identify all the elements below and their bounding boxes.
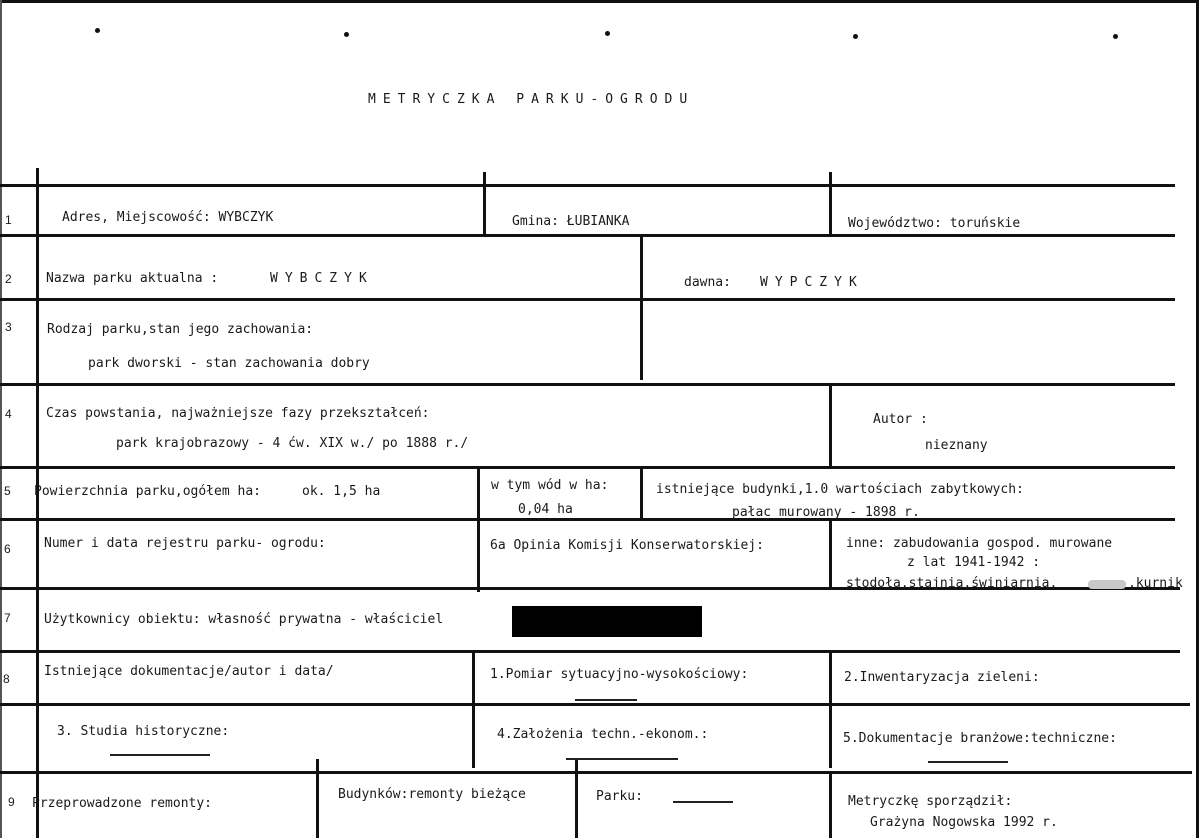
redaction-bar xyxy=(512,606,702,637)
branch-documentation-label: 5.Dokumentacje branżowe:techniczne: xyxy=(843,731,1117,746)
row-number: 6 xyxy=(4,542,11,556)
greenery-inventory-label: 2.Inwentaryzacja zieleni: xyxy=(844,670,1040,685)
column-divider xyxy=(316,759,319,838)
column-divider xyxy=(829,172,832,236)
current-name-value: WYBCZYK xyxy=(270,271,374,286)
row-divider xyxy=(0,703,1190,706)
current-name-label: Nazwa parku aktualna : xyxy=(46,271,219,286)
building-repairs-label: Budynków:remonty bieżące xyxy=(338,787,526,802)
row-number: 8 xyxy=(3,672,10,686)
row-divider xyxy=(0,184,1175,187)
survey-label: 1.Pomiar sytuacyjno-wysokościowy: xyxy=(490,667,749,682)
park-type-value: park dworski - stan zachowania dobry xyxy=(88,356,370,371)
documentation-label: Istniejące dokumentacje/autor i data/ xyxy=(44,664,334,679)
area-label: Powierzchnia parku,ogółem ha: xyxy=(34,484,261,499)
column-divider xyxy=(472,650,475,768)
punch-hole xyxy=(1113,34,1118,39)
users-label: Użytkownicy obiektu: własność prywatna - właściciel xyxy=(44,612,444,627)
techno-economic-label: 4.Założenia techn.-ekonom.: xyxy=(497,727,709,742)
historical-studies-blank xyxy=(110,754,210,756)
column-divider xyxy=(829,650,832,768)
other-buildings-line3: stodoła,stajnia,świniarnia, xyxy=(846,576,1058,591)
row-divider xyxy=(0,466,1175,469)
area-value: ok. 1,5 ha xyxy=(302,484,381,499)
page-border-left xyxy=(0,0,2,838)
compiled-by-label: Metryczkę sporządził: xyxy=(848,794,1013,809)
branch-documentation-blank xyxy=(928,761,1008,763)
punch-hole xyxy=(344,32,349,37)
row-divider xyxy=(0,383,1175,386)
row-divider xyxy=(0,518,1175,521)
document-title: METRYCZKA PARKU-OGRODU xyxy=(368,92,695,107)
row-divider xyxy=(0,298,1175,301)
buildings-label: istniejące budynki,1.0 wartościach zabytkowych: xyxy=(656,482,1024,497)
ink-smudge xyxy=(1088,580,1126,589)
commission-opinion-label: 6a Opinia Komisji Konserwatorskiej: xyxy=(490,538,764,553)
row-number: 5 xyxy=(4,484,11,498)
former-name-value: WYPCZYK xyxy=(760,275,864,290)
column-divider xyxy=(829,383,832,468)
column-divider xyxy=(483,172,486,236)
register-label: Numer i data rejestru parku- ogrodu: xyxy=(44,536,326,551)
column-divider xyxy=(829,518,832,590)
gmina-field: Gmina: ŁUBIANKA xyxy=(512,214,630,229)
row-number: 7 xyxy=(4,611,11,625)
punch-hole xyxy=(605,31,610,36)
row-number: 2 xyxy=(5,272,12,286)
column-divider xyxy=(575,759,578,838)
punch-hole xyxy=(95,28,100,33)
voivodeship-field: Województwo: toruńskie xyxy=(848,216,1021,231)
author-value: nieznany xyxy=(925,438,988,453)
column-divider xyxy=(640,234,643,380)
column-divider xyxy=(36,168,39,838)
page-border-top xyxy=(0,0,1199,3)
park-repairs-label: Parku: xyxy=(596,789,643,804)
water-area-label: w tym wód w ha: xyxy=(491,478,609,493)
address-field: Adres, Miejscowość: WYBCZYK xyxy=(62,210,274,225)
compiled-by-value: Grażyna Nogowska 1992 r. xyxy=(870,815,1058,830)
row-divider xyxy=(0,771,1192,774)
other-buildings-line1: inne: zabudowania gospod. murowane xyxy=(846,536,1113,551)
historical-studies-label: 3. Studia historyczne: xyxy=(57,724,230,739)
former-name-label: dawna: xyxy=(684,275,731,290)
water-area-value: 0,04 ha xyxy=(518,502,573,517)
park-type-label: Rodzaj parku,stan jego zachowania: xyxy=(47,322,314,337)
techno-economic-blank xyxy=(566,758,678,760)
row-number: 3 xyxy=(5,320,12,334)
column-divider xyxy=(640,466,643,520)
other-buildings-line2: z lat 1941-1942 : xyxy=(907,555,1041,570)
punch-hole xyxy=(853,34,858,39)
buildings-value: pałac murowany - 1898 r. xyxy=(732,505,920,520)
creation-time-value: park krajobrazowy - 4 ćw. XIX w./ po 1888 r./ xyxy=(116,436,469,451)
column-divider xyxy=(829,771,832,838)
row-number: 1 xyxy=(5,213,12,227)
row-divider xyxy=(0,234,1175,237)
park-repairs-blank xyxy=(673,801,733,803)
row-number: 4 xyxy=(5,407,12,421)
column-divider xyxy=(477,466,480,592)
repairs-label: Przeprowadzone remonty: xyxy=(32,796,213,811)
author-label: Autor : xyxy=(873,412,928,427)
survey-blank xyxy=(575,699,637,701)
other-buildings-line4: ,kurnik xyxy=(1128,576,1183,591)
row-number: 9 xyxy=(8,795,15,809)
creation-time-label: Czas powstania, najważniejsze fazy przekształceń: xyxy=(46,406,430,421)
row-divider xyxy=(0,650,1180,653)
